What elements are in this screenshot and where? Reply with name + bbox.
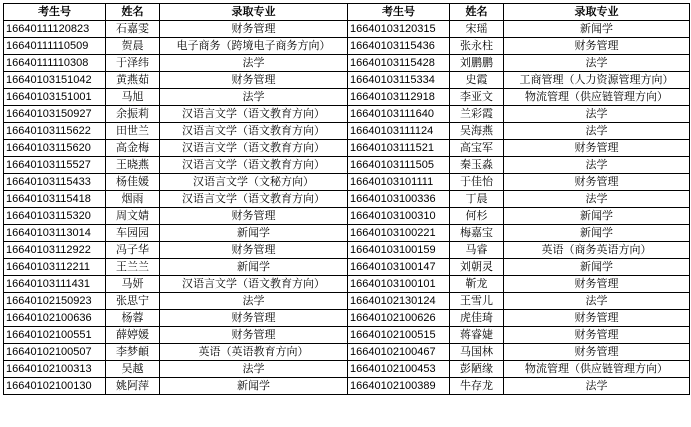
left-major-cell: 财务管理 [160, 327, 348, 344]
right-major-cell: 法学 [504, 293, 690, 310]
right-exam-id-cell: 16640103115428 [348, 55, 450, 72]
right-exam-id-cell: 16640103100221 [348, 225, 450, 242]
table-row [4, 361, 690, 378]
table-row [4, 89, 690, 106]
table-row [4, 21, 690, 38]
right-exam-id-cell: 16640103100310 [348, 208, 450, 225]
right-student-name-cell: 张永柱 [450, 38, 504, 55]
left-exam-id-cell: 16640103115622 [4, 123, 106, 140]
right-exam-id-cell: 16640103111521 [348, 140, 450, 157]
left-student-name-cell: 车园园 [106, 225, 160, 242]
header-name-left: 姓名 [106, 4, 160, 21]
left-exam-id-cell: 16640103151042 [4, 72, 106, 89]
table-row [4, 344, 690, 361]
right-exam-id-cell: 16640103111505 [348, 157, 450, 174]
left-major-cell: 财务管理 [160, 21, 348, 38]
left-exam-id-cell: 16640103115320 [4, 208, 106, 225]
right-student-name-cell: 高宝军 [450, 140, 504, 157]
left-exam-id-cell: 16640111110308 [4, 55, 106, 72]
left-student-name-cell: 王兰兰 [106, 259, 160, 276]
left-student-name-cell: 余振莉 [106, 106, 160, 123]
right-exam-id-cell: 16640102100515 [348, 327, 450, 344]
right-student-name-cell: 吴海燕 [450, 123, 504, 140]
left-exam-id-cell: 16640102100636 [4, 310, 106, 327]
right-exam-id-cell: 16640103100159 [348, 242, 450, 259]
right-student-name-cell: 宋瑶 [450, 21, 504, 38]
left-major-cell: 汉语言文学（语文教育方向） [160, 123, 348, 140]
right-student-name-cell: 牛存龙 [450, 378, 504, 395]
right-major-cell: 新闻学 [504, 259, 690, 276]
right-major-cell: 新闻学 [504, 21, 690, 38]
table-row [4, 106, 690, 123]
right-student-name-cell: 马睿 [450, 242, 504, 259]
right-exam-id-cell: 16640102100453 [348, 361, 450, 378]
left-major-cell: 汉语言文学（语文教育方向） [160, 140, 348, 157]
left-major-cell: 财务管理 [160, 72, 348, 89]
left-exam-id-cell: 16640111110509 [4, 38, 106, 55]
left-exam-id-cell: 16640103151001 [4, 89, 106, 106]
table-row [4, 327, 690, 344]
table-row [4, 259, 690, 276]
left-student-name-cell: 王晓燕 [106, 157, 160, 174]
header-exam-id-right: 考生号 [348, 4, 450, 21]
right-student-name-cell: 虎佳琦 [450, 310, 504, 327]
header-major-left: 录取专业 [160, 4, 348, 21]
left-exam-id-cell: 16640103150927 [4, 106, 106, 123]
left-student-name-cell: 杨蓉 [106, 310, 160, 327]
right-exam-id-cell: 16640102130124 [348, 293, 450, 310]
left-major-cell: 法学 [160, 89, 348, 106]
right-exam-id-cell: 16640103111124 [348, 123, 450, 140]
right-major-cell: 物流管理（供应链管理方向） [504, 89, 690, 106]
left-major-cell: 新闻学 [160, 378, 348, 395]
right-major-cell: 财务管理 [504, 174, 690, 191]
left-student-name-cell: 田世兰 [106, 123, 160, 140]
left-major-cell: 电子商务（跨境电子商务方向） [160, 38, 348, 55]
left-student-name-cell: 烟雨 [106, 191, 160, 208]
left-exam-id-cell: 16640103115620 [4, 140, 106, 157]
right-exam-id-cell: 16640103100101 [348, 276, 450, 293]
right-major-cell: 法学 [504, 106, 690, 123]
left-exam-id-cell: 16640103113014 [4, 225, 106, 242]
left-exam-id-cell: 16640102150923 [4, 293, 106, 310]
left-major-cell: 英语（英语教育方向） [160, 344, 348, 361]
left-major-cell: 汉语言文学（语文教育方向） [160, 191, 348, 208]
right-major-cell: 财务管理 [504, 140, 690, 157]
right-exam-id-cell: 16640103112918 [348, 89, 450, 106]
left-student-name-cell: 马旭 [106, 89, 160, 106]
right-major-cell: 物流管理（供应链管理方向） [504, 361, 690, 378]
table-row [4, 157, 690, 174]
header-major-right: 录取专业 [504, 4, 690, 21]
right-student-name-cell: 秦玉淼 [450, 157, 504, 174]
left-student-name-cell: 马妍 [106, 276, 160, 293]
left-exam-id-cell: 16640103115527 [4, 157, 106, 174]
left-major-cell: 汉语言文学（语文教育方向） [160, 106, 348, 123]
right-student-name-cell: 兰彩霞 [450, 106, 504, 123]
right-exam-id-cell: 16640102100626 [348, 310, 450, 327]
left-exam-id-cell: 16640111120823 [4, 21, 106, 38]
right-exam-id-cell: 16640103100336 [348, 191, 450, 208]
right-exam-id-cell: 16640103115436 [348, 38, 450, 55]
right-student-name-cell: 蒋睿婕 [450, 327, 504, 344]
table-row [4, 174, 690, 191]
table-row [4, 225, 690, 242]
left-exam-id-cell: 16640102100507 [4, 344, 106, 361]
left-major-cell: 汉语言文学（语文教育方向） [160, 276, 348, 293]
right-exam-id-cell: 16640103120315 [348, 21, 450, 38]
left-exam-id-cell: 16640102100130 [4, 378, 106, 395]
left-student-name-cell: 高金梅 [106, 140, 160, 157]
left-student-name-cell: 周文婧 [106, 208, 160, 225]
left-student-name-cell: 于泽纬 [106, 55, 160, 72]
table-row [4, 242, 690, 259]
left-student-name-cell: 张思宁 [106, 293, 160, 310]
right-major-cell: 英语（商务英语方向） [504, 242, 690, 259]
table-row [4, 72, 690, 89]
left-major-cell: 新闻学 [160, 259, 348, 276]
left-exam-id-cell: 16640103111431 [4, 276, 106, 293]
left-exam-id-cell: 16640103112922 [4, 242, 106, 259]
table-row [4, 378, 690, 395]
left-major-cell: 法学 [160, 361, 348, 378]
right-student-name-cell: 史霞 [450, 72, 504, 89]
left-major-cell: 法学 [160, 55, 348, 72]
admission-table [3, 3, 690, 395]
right-exam-id-cell: 16640103100147 [348, 259, 450, 276]
left-major-cell: 法学 [160, 293, 348, 310]
left-major-cell: 汉语言文学（文秘方向） [160, 174, 348, 191]
table-row [4, 38, 690, 55]
left-student-name-cell: 薛婷媛 [106, 327, 160, 344]
table-row [4, 310, 690, 327]
left-exam-id-cell: 16640102100313 [4, 361, 106, 378]
left-student-name-cell: 石嘉雯 [106, 21, 160, 38]
right-exam-id-cell: 16640102100467 [348, 344, 450, 361]
right-major-cell: 法学 [504, 123, 690, 140]
table-row [4, 293, 690, 310]
left-exam-id-cell: 16640102100551 [4, 327, 106, 344]
right-exam-id-cell: 16640103101111 [348, 174, 450, 191]
header-exam-id-left: 考生号 [4, 4, 106, 21]
header-row [4, 4, 690, 21]
right-student-name-cell: 梅嘉宝 [450, 225, 504, 242]
right-student-name-cell: 李亚文 [450, 89, 504, 106]
table-row [4, 276, 690, 293]
right-student-name-cell: 刘朝灵 [450, 259, 504, 276]
left-student-name-cell: 冯子华 [106, 242, 160, 259]
table-row [4, 123, 690, 140]
left-student-name-cell: 黄燕茹 [106, 72, 160, 89]
right-major-cell: 财务管理 [504, 344, 690, 361]
left-major-cell: 汉语言文学（语文教育方向） [160, 157, 348, 174]
right-major-cell: 财务管理 [504, 327, 690, 344]
left-major-cell: 财务管理 [160, 242, 348, 259]
right-major-cell: 法学 [504, 157, 690, 174]
right-student-name-cell: 彭陋缘 [450, 361, 504, 378]
right-student-name-cell: 刘鹏鹏 [450, 55, 504, 72]
right-student-name-cell: 靳龙 [450, 276, 504, 293]
right-major-cell: 财务管理 [504, 38, 690, 55]
left-student-name-cell: 杨佳媛 [106, 174, 160, 191]
left-exam-id-cell: 16640103115433 [4, 174, 106, 191]
right-student-name-cell: 于佳怡 [450, 174, 504, 191]
header-name-right: 姓名 [450, 4, 504, 21]
right-major-cell: 财务管理 [504, 276, 690, 293]
table-row [4, 55, 690, 72]
right-major-cell: 财务管理 [504, 310, 690, 327]
left-student-name-cell: 李梦頔 [106, 344, 160, 361]
right-major-cell: 法学 [504, 55, 690, 72]
right-exam-id-cell: 16640103115334 [348, 72, 450, 89]
right-major-cell: 法学 [504, 191, 690, 208]
left-exam-id-cell: 16640103115418 [4, 191, 106, 208]
right-exam-id-cell: 16640103111640 [348, 106, 450, 123]
left-student-name-cell: 吴越 [106, 361, 160, 378]
right-major-cell: 新闻学 [504, 208, 690, 225]
left-exam-id-cell: 16640103112211 [4, 259, 106, 276]
right-student-name-cell: 王雪儿 [450, 293, 504, 310]
table-row [4, 208, 690, 225]
right-student-name-cell: 丁晨 [450, 191, 504, 208]
left-student-name-cell: 姚阿萍 [106, 378, 160, 395]
table-row [4, 191, 690, 208]
right-exam-id-cell: 16640102100389 [348, 378, 450, 395]
table-row [4, 140, 690, 157]
left-major-cell: 新闻学 [160, 225, 348, 242]
left-major-cell: 财务管理 [160, 208, 348, 225]
right-student-name-cell: 马国林 [450, 344, 504, 361]
right-major-cell: 工商管理（人力资源管理方向） [504, 72, 690, 89]
right-major-cell: 新闻学 [504, 225, 690, 242]
left-student-name-cell: 贺晨 [106, 38, 160, 55]
right-student-name-cell: 何杉 [450, 208, 504, 225]
left-major-cell: 财务管理 [160, 310, 348, 327]
right-major-cell: 法学 [504, 378, 690, 395]
